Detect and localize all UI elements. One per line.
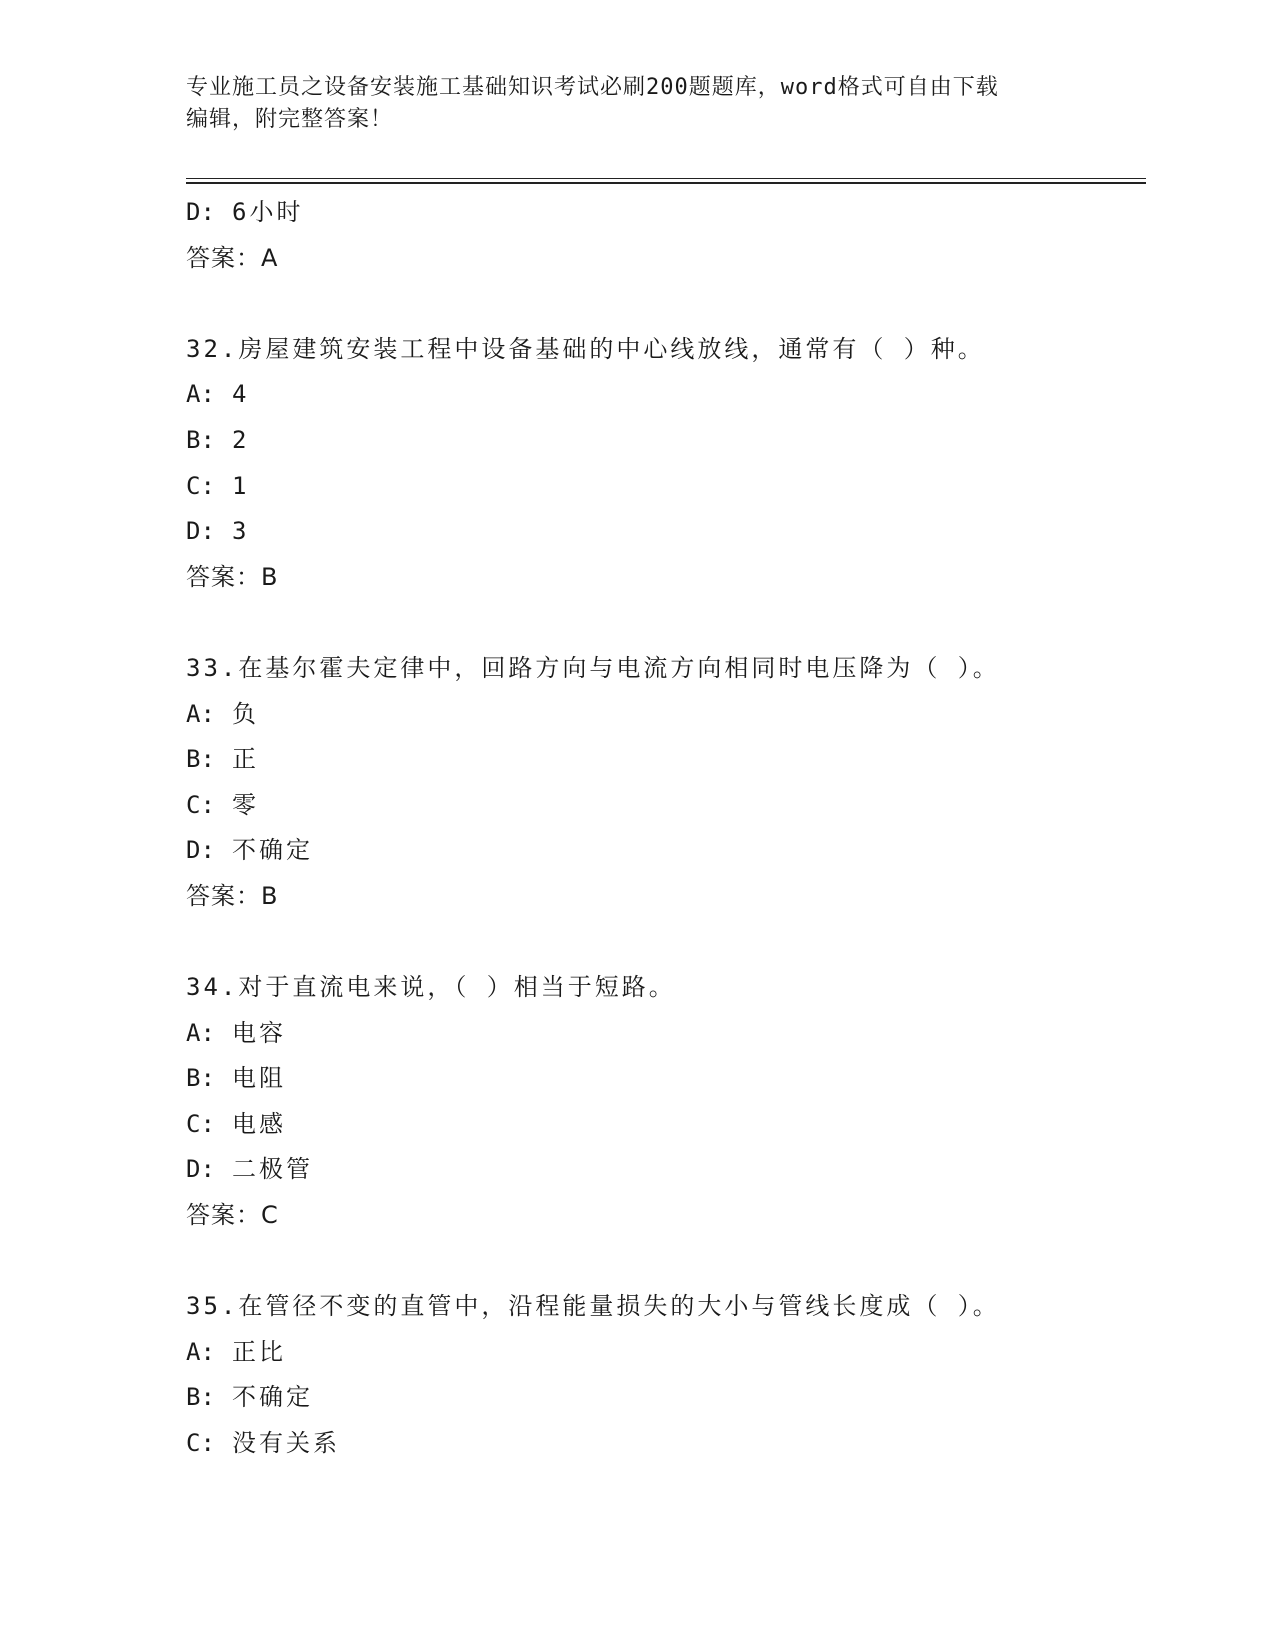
option-label: B: [186,425,215,454]
option-a [186,692,1146,738]
option-a [186,1011,1146,1057]
option-d [186,828,1146,874]
option-b [186,737,1146,783]
question-block [186,1284,1146,1466]
question-block [186,965,1146,1239]
option-c [186,464,1146,510]
question-block [186,327,1146,601]
question-stem: 34.对于直流电来说，（ ）相当于短路。 [186,973,676,1002]
option-label: D: [186,517,215,546]
option-b [186,1056,1146,1102]
header-line-2: 编辑，附完整答案！ [186,107,394,132]
option-text: 电阻 [232,1064,286,1093]
option-text: 负 [232,699,259,728]
option-text: 二极管 [232,1155,313,1184]
option-label: C: [186,471,215,500]
option-label: B: [186,745,215,774]
option-c [186,1102,1146,1148]
option-label: B: [186,1383,215,1412]
header-divider-thick [186,182,1146,184]
option-label: A: [186,380,215,409]
header-line-1: 专业施工员之设备安装施工基础知识考试必刷200题题库，word格式可自由下载 [186,75,999,100]
option-d [186,190,1146,236]
question-stem: 33.在基尔霍夫定律中，回路方向与电流方向相同时电压降为（ ）。 [186,653,1000,682]
option-b [186,418,1146,464]
option-text: 没有关系 [232,1429,340,1458]
option-text: 正比 [232,1337,286,1366]
option-label: A: [186,1337,215,1366]
option-a [186,1330,1146,1376]
option-label: D: [186,836,215,865]
option-text: 4 [232,380,250,409]
option-c [186,1421,1146,1467]
option-text: 电容 [232,1018,286,1047]
option-a [186,372,1146,418]
option-d [186,1147,1146,1193]
option-c [186,783,1146,829]
option-label: D: [186,1155,215,1184]
answer-line: 答案：B [186,562,279,591]
option-text: 6小时 [232,198,304,226]
answer-line: 答案：C [186,1201,279,1230]
answer-line: 答案：A [186,243,279,272]
option-label: A: [186,1018,215,1047]
option-text: 不确定 [232,1383,313,1412]
option-text: 零 [232,790,259,819]
option-label: B: [186,1064,215,1093]
option-text: 电感 [232,1109,286,1138]
option-label: C: [186,1429,215,1458]
option-b [186,1375,1146,1421]
question-stem: 35.在管径不变的直管中，沿程能量损失的大小与管线长度成（ ）。 [186,1292,1000,1321]
option-label: C: [186,1109,215,1138]
option-label: C: [186,790,215,819]
option-text: 3 [232,517,250,546]
option-text: 1 [232,471,250,500]
answer-line: 答案：B [186,881,279,910]
question-stem: 32.房屋建筑安装工程中设备基础的中心线放线，通常有（ ）种。 [186,334,985,363]
option-label: D: [186,198,215,226]
option-text: 2 [232,425,250,454]
option-d [186,509,1146,555]
option-label: A: [186,699,215,728]
option-text: 不确定 [232,836,313,865]
document-header [186,72,1066,136]
question-block [186,646,1146,920]
question-list [186,190,1146,1467]
option-text: 正 [232,745,259,774]
header-divider-thin [186,178,1146,179]
